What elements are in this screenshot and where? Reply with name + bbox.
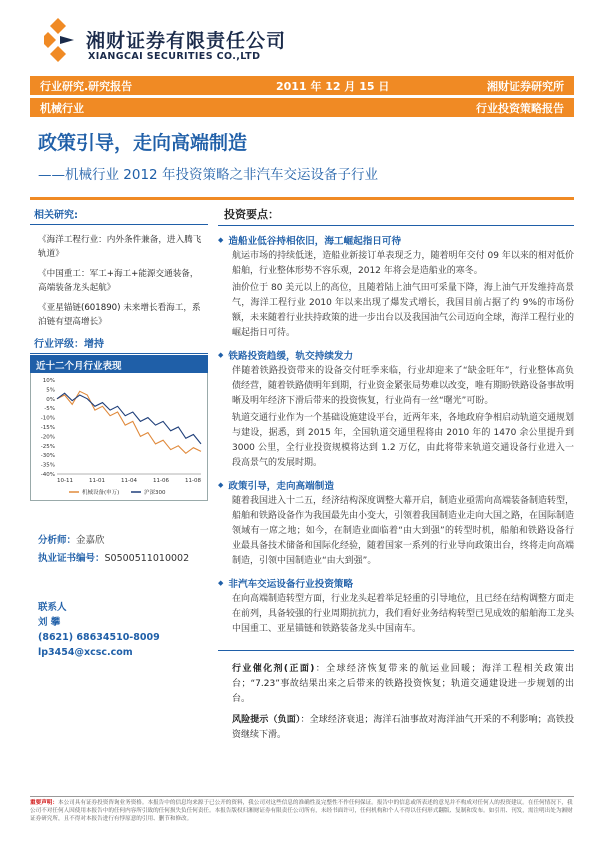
sidebar xyxy=(30,204,208,335)
x-tick-label: 11-04 xyxy=(121,478,137,484)
related-research-heading: 相关研究: xyxy=(30,204,208,225)
report-date: 2011 年 12 月 15 日 xyxy=(276,80,390,93)
analyst-name: 金嘉欣 xyxy=(76,535,105,546)
research-institute: 湘财证券研究所 xyxy=(487,80,564,93)
x-tick-label: 11-01 xyxy=(89,478,105,484)
y-tick-label: -5% xyxy=(44,406,55,413)
catalysts-and-risks xyxy=(232,662,574,743)
triangle-bullet-icon: ◆ xyxy=(218,236,224,244)
chart-title: 近十二个月行业表现 xyxy=(30,355,208,373)
y-tick-label: -40% xyxy=(40,472,55,478)
risk-text: ：全球经济衰退；海洋石油事故对海洋油气开采的不利影响；高铁投资继续下滑。 xyxy=(232,715,574,740)
disclaimer-footer xyxy=(30,796,574,821)
related-research-item: 《中国重工：军工+海工+能源交通装备，高端装备龙头起航》 xyxy=(38,269,199,293)
x-tick-label: 11-06 xyxy=(153,478,169,484)
disclaimer-label: 重要声明： xyxy=(30,800,58,806)
report-type: 行业投资策略报告 xyxy=(476,102,564,115)
y-tick-label: -35% xyxy=(40,462,55,469)
series-line xyxy=(57,391,201,453)
x-tick-label: 11-08 xyxy=(185,478,201,484)
analyst-label: 分析师： xyxy=(38,535,77,546)
y-tick-label: -20% xyxy=(40,434,55,441)
risk-label: 风险提示（负面） xyxy=(232,715,301,725)
section-paragraph: 在向高端制造转型方面，行业龙头起着举足轻重的引导地位，且已经在结构调整方面走在前列，具备较强的行业周期抗抗力，我们看好业务结构转型已见成效的船舶海工龙头中国重工、亚星锚链和铁路装备龙头中国南车。 xyxy=(232,594,575,634)
performance-chart-svg xyxy=(31,356,207,500)
section-paragraph: 伴随着铁路投资带来的设备交付旺季来临，行业却迎来了“缺金旺年”，行业整体高负债经营，随着铁路债明年到期，行业资金紧张局势难以改变，唯有期盼铁路设备事故明晰及明年经济下滑后带来的投资恢复，行业尚有一丝“曙光”可盼。 xyxy=(232,366,575,406)
triangle-bullet-icon: ◆ xyxy=(218,579,224,587)
section-heading: ◆ 非汽车交运设备行业投资策略 xyxy=(218,579,354,590)
page-header xyxy=(0,0,600,75)
section-paragraph: 油价位于 80 美元以上的高位，且随着陆上油气田可采量下降，海上油气开发维持高景气，海洋工程行业 2010 年以来出现了爆发式增长，我国目前占据了约 9%的市场份额，未来随着行业扶持政策的进一步出台以及我国油气公司迈向全球，海洋工程行业的崛起指日可待。 xyxy=(232,283,575,338)
cert-label: 执业证书编号： xyxy=(38,553,105,564)
header-band-bottom xyxy=(30,98,574,117)
analyst-info xyxy=(38,532,189,568)
page-subtitle: ——机械行业 2012 年投资策略之非汽车交运设备子行业 xyxy=(38,167,378,183)
triangle-bullet-icon: ◆ xyxy=(218,481,224,489)
legend-label: 机械设备(申万) xyxy=(82,490,120,496)
x-tick-label: 10-11 xyxy=(57,478,73,484)
industry-rating: 行业评级：增持 xyxy=(30,335,208,354)
section-paragraph: 航运市场的持续低迷，造船业新接订单表现乏力，随着明年交付 09 年以来的相对低价船舶，行业整体形势不容乐观，2012 年将会是造船业的寒冬。 xyxy=(232,251,574,276)
y-tick-label: -10% xyxy=(40,415,55,422)
catalyst-divider xyxy=(218,650,574,651)
legend-label: 沪深300 xyxy=(144,490,166,496)
cert-number: S0500511010002 xyxy=(104,553,190,564)
report-category: 行业研究.研究报告 xyxy=(40,80,133,93)
contact-label: 联系人 xyxy=(38,602,67,613)
catalyst-label: 行业催化剂(正面) xyxy=(232,664,315,674)
section-heading: ◆ 政策引导，走向高端制造 xyxy=(218,481,334,492)
catalyst-text: ：全球经济恢复带来的航运业回暖；海洋工程相关政策出台；“7.23”事故结果出来之后带来的铁路投资恢复；轨道交通建设进一步规划的出台。 xyxy=(232,664,574,704)
y-tick-label: 0% xyxy=(46,396,55,403)
y-tick-label: 5% xyxy=(46,387,55,394)
title-divider xyxy=(30,197,574,200)
page-title: 政策引导，走向高端制造 xyxy=(38,132,248,154)
y-tick-label: -30% xyxy=(40,453,55,460)
contact-info xyxy=(38,600,160,660)
industry-name: 机械行业 xyxy=(40,102,84,115)
key-points-heading: 投资要点： xyxy=(218,204,574,226)
xiangcai-logo-icon xyxy=(44,18,74,62)
related-research-item: 《海洋工程行业：内外条件兼备，进入腾飞轨道》 xyxy=(38,235,202,259)
triangle-bullet-icon: ◆ xyxy=(218,351,224,359)
related-research-list xyxy=(30,225,208,329)
y-tick-label: -25% xyxy=(40,443,55,450)
disclaimer-text: 本公司具有证券投资咨询业务资格。本报告中的信息均来源于已公开的资料，我公司对这些信息的准确性及完整性不作任何保证。报告中的信息或所表述的意见并不构成对任何人的投资建议。在任何情况下，我公司不对任何人因使用本报告中的任何内容所引致的任何损失负任何责任。本报告版权归湘财证券有限责任公司所有，未经书面许可，任何机构和个人不得以任何形式翻版、复制和发布。如引用、刊发，需注明出处为湘财证券研究所，且不得对本报告进行有悖原意的引用、删节和修改。 xyxy=(30,800,573,821)
contact-name: 刘 攀 xyxy=(38,617,61,628)
contact-email[interactable]: lp3454@xcsc.com xyxy=(38,647,133,658)
company-name-cn: 湘财证券有限责任公司 xyxy=(86,30,287,52)
section-paragraph: 随着我国进入十二五，经济结构深度调整大幕开启，制造业亟需向高端装备制造转型，船舶和铁路设备作为我国最先由小变大，引领着我国制造业走向大国之路，在国际制造领域有一席之地；如今，在制造业面临着“由大到强”的转型时机，船舶和铁路设备行业最具备技术储备和国际化经验，随着国家一系列的行业导向政策出台，终将走向高端制造，引领中国制造业“由大到强”。 xyxy=(232,496,575,566)
section-paragraph: 轨道交通行业作为一个基础设施建设平台，近两年来，各地政府争相启动轨道交通规划与建设，据悉，到 2015 年，全国轨道交通里程将由 2010 年的 1470 余公里提升到 3000 公里，全行业投资规模将达到 1.2 万亿，由此将带来轨道交通设备行业进入一段高景气的发展时期。 xyxy=(232,413,575,468)
related-research-item: 《亚星锚链(601890) 未来增长看海工，系泊链有望高增长》 xyxy=(38,303,201,327)
y-tick-label: -15% xyxy=(40,425,55,431)
series-line xyxy=(57,393,201,444)
key-points xyxy=(218,204,574,639)
section-heading: ◆ 铁路投资趋缓，轨交持续发力 xyxy=(218,351,354,362)
y-tick-label: 10% xyxy=(42,378,55,384)
header-band-top xyxy=(30,76,574,95)
performance-chart xyxy=(30,355,208,501)
company-name-en: XIANGCAI SECURITIES CO.,LTD xyxy=(88,51,261,62)
section-heading: ◆ 造船业低谷持相依旧，海工崛起指日可待 xyxy=(218,236,402,247)
contact-phone: (8621) 68634510-8009 xyxy=(38,632,160,643)
